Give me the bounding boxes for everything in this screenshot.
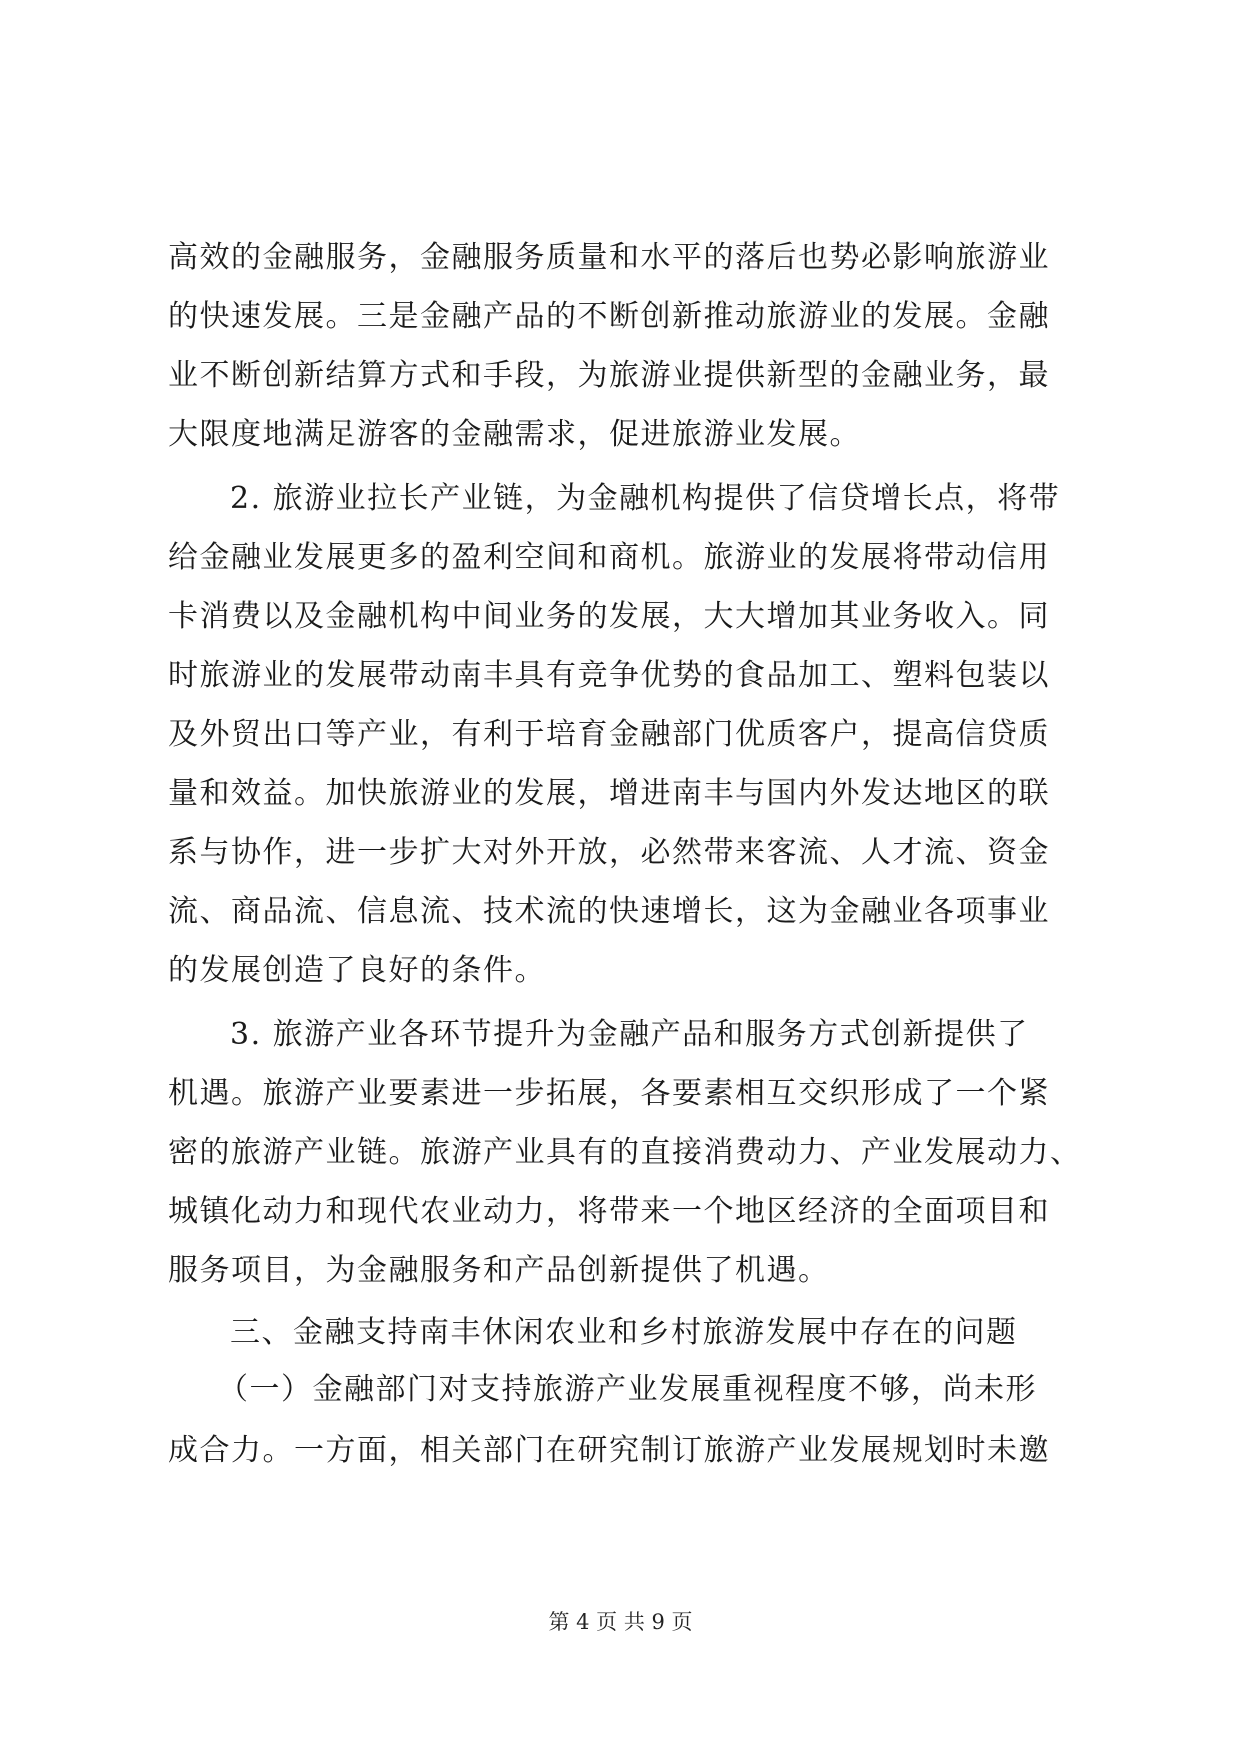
text-line: 的快速发展。三是金融产品的不断创新推动旅游业的发展。金融 <box>168 299 1050 334</box>
section-heading: 三、金融支持南丰休闲农业和乡村旅游发展中存在的问题 <box>230 1315 1018 1350</box>
text-line: 服务项目，为金融服务和产品创新提供了机遇。 <box>168 1253 830 1288</box>
text-line: 密的旅游产业链。旅游产业具有的直接消费动力、产业发展动力、 <box>168 1135 1082 1170</box>
text-line: 时旅游业的发展带动南丰具有竞争优势的食品加工、塑料包装以 <box>168 658 1050 693</box>
text-line: 量和效益。加快旅游业的发展，增进南丰与国内外发达地区的联 <box>168 776 1050 811</box>
text-line: 系与协作，进一步扩大对外开放，必然带来客流、人才流、资金 <box>168 835 1050 870</box>
text-line: 的发展创造了良好的条件。 <box>168 953 546 988</box>
text-line-indented: 3. 旅游产业各环节提升为金融产品和服务方式创新提供了 <box>230 1017 1029 1052</box>
text-line: 高效的金融服务，金融服务质量和水平的落后也势必影响旅游业 <box>168 240 1050 275</box>
text-line: 机遇。旅游产业要素进一步拓展，各要素相互交织形成了一个紧 <box>168 1076 1050 1111</box>
page-footer: 第 4 页 共 9 页 <box>548 1610 693 1634</box>
text-line: 流、商品流、信息流、技术流的快速增长，这为金融业各项事业 <box>168 894 1050 929</box>
text-line: 大限度地满足游客的金融需求，促进旅游业发展。 <box>168 417 861 452</box>
subsection-line: （一）金融部门对支持旅游产业发展重视程度不够，尚未形 <box>218 1372 1037 1407</box>
text-line: 给金融业发展更多的盈利空间和商机。旅游业的发展将带动信用 <box>168 540 1050 575</box>
text-line-indented: 2. 旅游业拉长产业链，为金融机构提供了信贷增长点，将带 <box>230 481 1061 516</box>
text-line: 业不断创新结算方式和手段，为旅游业提供新型的金融业务，最 <box>168 358 1050 393</box>
text-line: 卡消费以及金融机构中间业务的发展，大大增加其业务收入。同 <box>168 599 1050 634</box>
text-line: 城镇化动力和现代农业动力，将带来一个地区经济的全面项目和 <box>168 1194 1050 1229</box>
text-line: 及外贸出口等产业，有利于培育金融部门优质客户，提高信贷质 <box>168 717 1050 752</box>
text-line: 成合力。一方面，相关部门在研究制订旅游产业发展规划时未邀 <box>168 1433 1050 1468</box>
